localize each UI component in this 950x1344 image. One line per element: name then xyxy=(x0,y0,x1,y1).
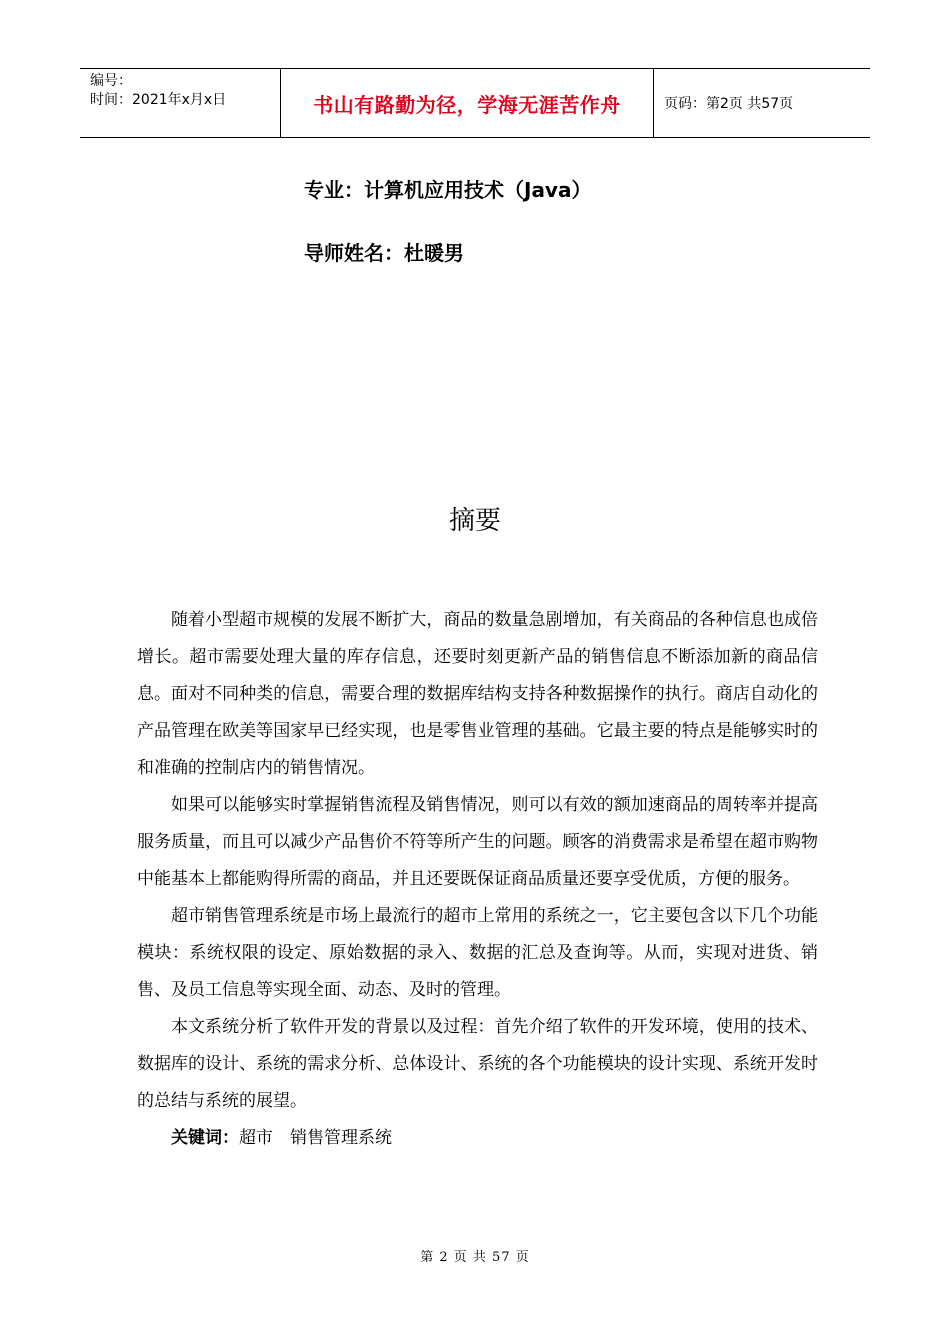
header-page-info: 页码：第2页 共57页 xyxy=(664,96,794,112)
document-header xyxy=(80,68,870,138)
number-label: 编号： xyxy=(90,73,132,89)
time-label: 时间：2021年x月x日 xyxy=(90,92,227,108)
abstract-paragraph: 本文系统分析了软件开发的背景以及过程：首先介绍了软件的开发环境，使用的技术、数据库的设计、系统的需求分析、总体设计、系统的各个功能模块的设计实现、系统开发时的总结与系统的展望。 xyxy=(137,1017,818,1111)
header-motto: 书山有路勤为径，学海无涯苦作舟 xyxy=(280,69,654,137)
keywords-value: 超市 销售管理系统 xyxy=(239,1128,392,1148)
keywords-label: 关键词： xyxy=(171,1128,239,1148)
keywords-line xyxy=(137,1120,818,1157)
abstract-paragraph: 如果可以能够实时掌握销售流程及销售情况，则可以有效的额加速商品的周转率并提高服务质量，而且可以减少产品售价不符等所产生的问题。顾客的消费需求是希望在超市购物中能基本上都能购得所需的商品，并且还要既保证商品质量还要享受优质，方便的服务。 xyxy=(137,795,818,889)
abstract-title: 摘要 xyxy=(448,506,501,536)
major-line: 专业：计算机应用技术（Java） xyxy=(304,178,592,202)
abstract-paragraph: 超市销售管理系统是市场上最流行的超市上常用的系统之一，它主要包含以下几个功能模块：系统权限的设定、原始数据的录入、数据的汇总及查询等。从而，实现对进货、销售、及员工信息等实现全面、动态、及时的管理。 xyxy=(137,906,818,1000)
abstract-paragraph: 随着小型超市规模的发展不断扩大，商品的数量急剧增加，有关商品的各种信息也成倍增长。超市需要处理大量的库存信息，还要时刻更新产品的销售信息不断添加新的商品信息。面对不同种类的信息，需要合理的数据库结构支持各种数据操作的执行。商店自动化的产品管理在欧美等国家早已经实现，也是零售业管理的基础。它最主要的特点是能够实时的和准确的控制店内的销售情况。 xyxy=(137,610,818,778)
header-info-cell xyxy=(80,69,280,137)
abstract-body xyxy=(137,602,818,1157)
advisor-line: 导师姓名：杜暖男 xyxy=(304,241,464,265)
page-footer: 第 2 页 共 57 页 xyxy=(420,1250,530,1265)
